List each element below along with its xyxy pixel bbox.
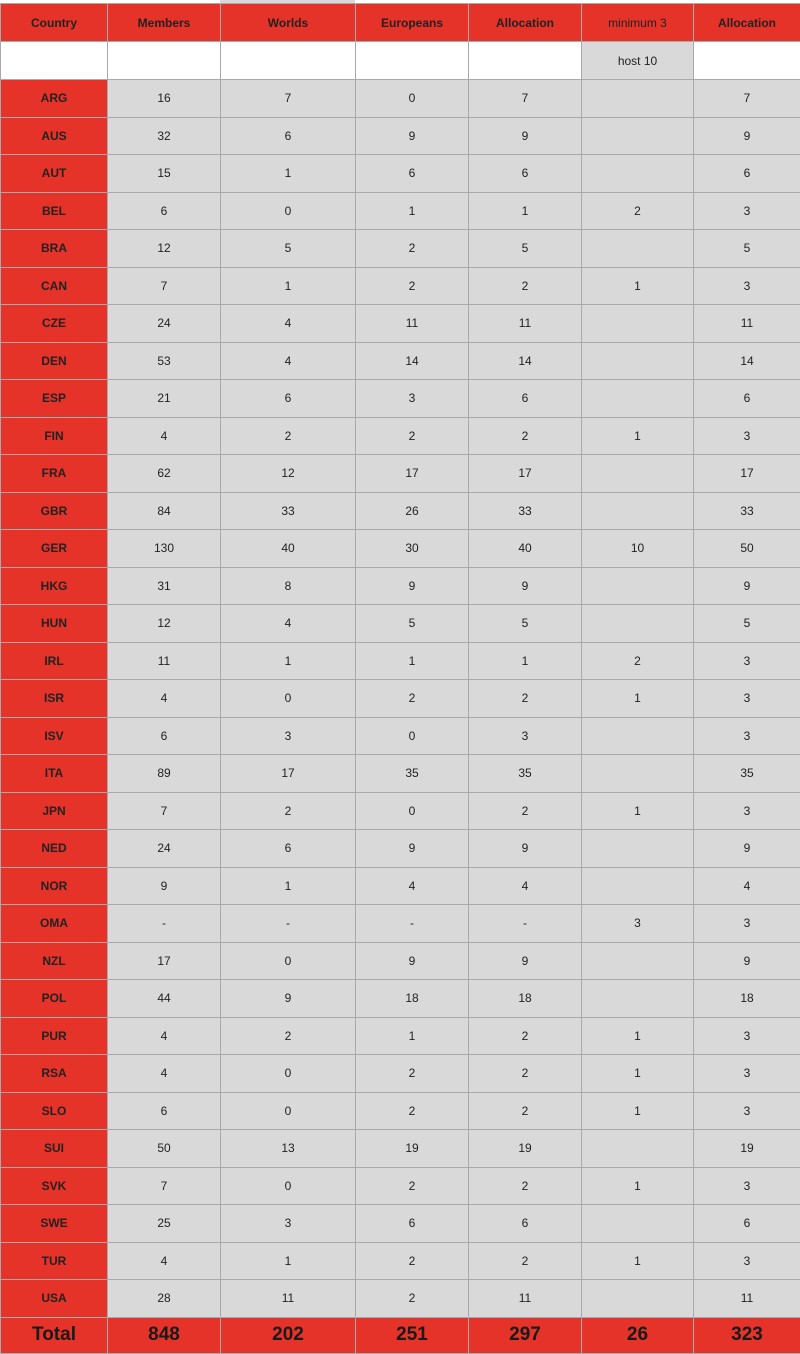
allocation-cell: 17 [469, 455, 582, 493]
total-final-allocation: 323 [694, 1317, 800, 1353]
country-cell: GBR [1, 492, 108, 530]
country-cell: SWE [1, 1205, 108, 1243]
table-row [1, 1017, 800, 1055]
table-row [1, 455, 800, 493]
table-row [1, 192, 800, 230]
europeans-cell: 35 [356, 755, 469, 793]
country-cell: SVK [1, 1167, 108, 1205]
europeans-cell: 1 [356, 1017, 469, 1055]
country-cell: AUT [1, 155, 108, 193]
members-cell: 44 [108, 980, 221, 1018]
table-row [1, 980, 800, 1018]
allocation-table [0, 3, 800, 1354]
country-cell: SUI [1, 1130, 108, 1168]
worlds-cell: 0 [221, 1092, 356, 1130]
table-row [1, 755, 800, 793]
minimum-cell [582, 117, 694, 155]
minimum-cell [582, 980, 694, 1018]
country-cell: JPN [1, 792, 108, 830]
allocation-cell: 9 [469, 117, 582, 155]
final-allocation-cell: 3 [694, 1092, 800, 1130]
country-cell: AUS [1, 117, 108, 155]
minimum-cell [582, 830, 694, 868]
minimum-cell [582, 605, 694, 643]
final-allocation-cell: 5 [694, 605, 800, 643]
table-row [1, 267, 800, 305]
header-europeans: Europeans [356, 4, 469, 42]
members-cell: 24 [108, 305, 221, 343]
worlds-cell: 4 [221, 605, 356, 643]
allocation-cell: 11 [469, 305, 582, 343]
europeans-cell: 19 [356, 1130, 469, 1168]
final-allocation-cell: 5 [694, 230, 800, 268]
allocation-cell: 35 [469, 755, 582, 793]
europeans-cell: 9 [356, 942, 469, 980]
worlds-cell: 3 [221, 1205, 356, 1243]
final-allocation-cell: 3 [694, 267, 800, 305]
worlds-cell: 2 [221, 417, 356, 455]
worlds-cell: 2 [221, 792, 356, 830]
country-cell: ISV [1, 717, 108, 755]
table-row [1, 680, 800, 718]
total-worlds: 202 [221, 1317, 356, 1353]
final-allocation-cell: 3 [694, 1167, 800, 1205]
table-row [1, 867, 800, 905]
country-cell: ESP [1, 380, 108, 418]
table-row [1, 417, 800, 455]
worlds-cell: 4 [221, 305, 356, 343]
total-members: 848 [108, 1317, 221, 1353]
final-allocation-cell: 3 [694, 1055, 800, 1093]
worlds-cell: 9 [221, 980, 356, 1018]
europeans-cell: 11 [356, 305, 469, 343]
members-cell: 6 [108, 1092, 221, 1130]
final-allocation-cell: 3 [694, 1242, 800, 1280]
europeans-cell: - [356, 905, 469, 943]
europeans-cell: 18 [356, 980, 469, 1018]
members-cell: 12 [108, 605, 221, 643]
minimum-cell [582, 1205, 694, 1243]
europeans-cell: 2 [356, 267, 469, 305]
members-cell: 53 [108, 342, 221, 380]
country-cell: ITA [1, 755, 108, 793]
table-row [1, 1130, 800, 1168]
allocation-cell: 40 [469, 530, 582, 568]
members-cell: 28 [108, 1280, 221, 1318]
allocation-cell: 18 [469, 980, 582, 1018]
allocation-cell: - [469, 905, 582, 943]
worlds-cell: 13 [221, 1130, 356, 1168]
minimum-cell [582, 455, 694, 493]
header-allocation: Allocation [469, 4, 582, 42]
subheader-row [1, 42, 800, 80]
allocation-cell: 7 [469, 80, 582, 118]
worlds-cell: 33 [221, 492, 356, 530]
members-cell: 6 [108, 717, 221, 755]
final-allocation-cell: 9 [694, 942, 800, 980]
header-minimum: minimum 3 [582, 4, 694, 42]
subheader-blank [1, 42, 108, 80]
country-cell: FIN [1, 417, 108, 455]
minimum-cell: 3 [582, 905, 694, 943]
country-cell: POL [1, 980, 108, 1018]
total-europeans: 251 [356, 1317, 469, 1353]
final-allocation-cell: 50 [694, 530, 800, 568]
minimum-cell [582, 380, 694, 418]
table-row [1, 792, 800, 830]
final-allocation-cell: 3 [694, 792, 800, 830]
europeans-cell: 3 [356, 380, 469, 418]
members-cell: - [108, 905, 221, 943]
worlds-cell: 4 [221, 342, 356, 380]
allocation-cell: 14 [469, 342, 582, 380]
members-cell: 7 [108, 792, 221, 830]
total-allocation: 297 [469, 1317, 582, 1353]
final-allocation-cell: 11 [694, 305, 800, 343]
worlds-cell: 17 [221, 755, 356, 793]
members-cell: 32 [108, 117, 221, 155]
europeans-cell: 0 [356, 717, 469, 755]
allocation-cell: 9 [469, 830, 582, 868]
final-allocation-cell: 9 [694, 117, 800, 155]
europeans-cell: 9 [356, 567, 469, 605]
worlds-cell: 0 [221, 680, 356, 718]
table-row [1, 155, 800, 193]
final-allocation-cell: 17 [694, 455, 800, 493]
allocation-cell: 33 [469, 492, 582, 530]
minimum-cell [582, 567, 694, 605]
allocation-cell: 2 [469, 1017, 582, 1055]
table-row [1, 492, 800, 530]
table-row [1, 1055, 800, 1093]
europeans-cell: 2 [356, 417, 469, 455]
allocation-cell: 2 [469, 1242, 582, 1280]
worlds-cell: 8 [221, 567, 356, 605]
final-allocation-cell: 3 [694, 680, 800, 718]
subheader-blank [108, 42, 221, 80]
allocation-cell: 5 [469, 605, 582, 643]
table-row [1, 1242, 800, 1280]
table-row [1, 642, 800, 680]
minimum-cell: 1 [582, 1092, 694, 1130]
final-allocation-cell: 9 [694, 567, 800, 605]
worlds-cell: 3 [221, 717, 356, 755]
europeans-cell: 30 [356, 530, 469, 568]
europeans-cell: 14 [356, 342, 469, 380]
members-cell: 4 [108, 417, 221, 455]
minimum-cell: 10 [582, 530, 694, 568]
final-allocation-cell: 3 [694, 717, 800, 755]
minimum-cell [582, 942, 694, 980]
country-cell: BEL [1, 192, 108, 230]
minimum-cell [582, 342, 694, 380]
members-cell: 7 [108, 1167, 221, 1205]
country-cell: GER [1, 530, 108, 568]
worlds-cell: 6 [221, 380, 356, 418]
minimum-cell [582, 305, 694, 343]
final-allocation-cell: 3 [694, 905, 800, 943]
total-minimum: 26 [582, 1317, 694, 1353]
table-row [1, 380, 800, 418]
members-cell: 4 [108, 680, 221, 718]
minimum-cell: 1 [582, 1055, 694, 1093]
europeans-cell: 2 [356, 680, 469, 718]
allocation-cell: 2 [469, 267, 582, 305]
table-row [1, 567, 800, 605]
allocation-cell: 1 [469, 192, 582, 230]
worlds-cell: 0 [221, 1055, 356, 1093]
worlds-cell: 0 [221, 192, 356, 230]
members-cell: 9 [108, 867, 221, 905]
minimum-cell: 1 [582, 792, 694, 830]
europeans-cell: 5 [356, 605, 469, 643]
members-cell: 6 [108, 192, 221, 230]
country-cell: TUR [1, 1242, 108, 1280]
allocation-cell: 9 [469, 567, 582, 605]
country-cell: HKG [1, 567, 108, 605]
country-cell: CZE [1, 305, 108, 343]
minimum-cell: 1 [582, 1242, 694, 1280]
minimum-cell [582, 1130, 694, 1168]
minimum-cell [582, 755, 694, 793]
country-cell: BRA [1, 230, 108, 268]
worlds-cell: 11 [221, 1280, 356, 1318]
europeans-cell: 2 [356, 1167, 469, 1205]
country-cell: CAN [1, 267, 108, 305]
allocation-cell: 2 [469, 680, 582, 718]
final-allocation-cell: 18 [694, 980, 800, 1018]
members-cell: 89 [108, 755, 221, 793]
country-cell: NZL [1, 942, 108, 980]
total-label: Total [1, 1317, 108, 1353]
table-row [1, 905, 800, 943]
minimum-cell [582, 1280, 694, 1318]
europeans-cell: 9 [356, 830, 469, 868]
worlds-cell: 12 [221, 455, 356, 493]
europeans-cell: 2 [356, 230, 469, 268]
allocation-cell: 11 [469, 1280, 582, 1318]
final-allocation-cell: 4 [694, 867, 800, 905]
header-country: Country [1, 4, 108, 42]
minimum-cell [582, 230, 694, 268]
subheader-blank [356, 42, 469, 80]
europeans-cell: 6 [356, 155, 469, 193]
europeans-cell: 1 [356, 642, 469, 680]
members-cell: 11 [108, 642, 221, 680]
table-body [1, 80, 800, 1318]
minimum-cell [582, 80, 694, 118]
allocation-cell: 2 [469, 417, 582, 455]
minimum-cell: 1 [582, 417, 694, 455]
table-row [1, 1205, 800, 1243]
country-cell: USA [1, 1280, 108, 1318]
worlds-cell: 5 [221, 230, 356, 268]
country-cell: DEN [1, 342, 108, 380]
subheader-blank [694, 42, 800, 80]
table-row [1, 305, 800, 343]
country-cell: SLO [1, 1092, 108, 1130]
final-allocation-cell: 3 [694, 417, 800, 455]
members-cell: 17 [108, 942, 221, 980]
minimum-cell: 1 [582, 1017, 694, 1055]
members-cell: 12 [108, 230, 221, 268]
members-cell: 4 [108, 1017, 221, 1055]
subheader-blank [469, 42, 582, 80]
europeans-cell: 2 [356, 1055, 469, 1093]
allocation-cell: 6 [469, 380, 582, 418]
header-worlds: Worlds [221, 4, 356, 42]
table-row [1, 942, 800, 980]
members-cell: 84 [108, 492, 221, 530]
members-cell: 4 [108, 1055, 221, 1093]
country-cell: NED [1, 830, 108, 868]
worlds-cell: 1 [221, 1242, 356, 1280]
final-allocation-cell: 3 [694, 192, 800, 230]
allocation-cell: 2 [469, 792, 582, 830]
members-cell: 15 [108, 155, 221, 193]
allocation-cell: 2 [469, 1092, 582, 1130]
europeans-cell: 9 [356, 117, 469, 155]
total-row [1, 1317, 800, 1353]
minimum-cell: 2 [582, 192, 694, 230]
table-row [1, 230, 800, 268]
minimum-cell [582, 867, 694, 905]
minimum-cell: 1 [582, 680, 694, 718]
header-final-allocation: Allocation [694, 4, 800, 42]
minimum-cell: 1 [582, 267, 694, 305]
worlds-cell: 0 [221, 942, 356, 980]
header-row [1, 4, 800, 42]
allocation-cell: 3 [469, 717, 582, 755]
europeans-cell: 0 [356, 792, 469, 830]
worlds-cell: 6 [221, 830, 356, 868]
europeans-cell: 4 [356, 867, 469, 905]
members-cell: 21 [108, 380, 221, 418]
members-cell: 50 [108, 1130, 221, 1168]
country-cell: FRA [1, 455, 108, 493]
country-cell: RSA [1, 1055, 108, 1093]
minimum-cell: 1 [582, 1167, 694, 1205]
final-allocation-cell: 33 [694, 492, 800, 530]
europeans-cell: 0 [356, 80, 469, 118]
minimum-cell: 2 [582, 642, 694, 680]
final-allocation-cell: 9 [694, 830, 800, 868]
table-row [1, 830, 800, 868]
country-cell: ARG [1, 80, 108, 118]
header-members: Members [108, 4, 221, 42]
allocation-cell: 19 [469, 1130, 582, 1168]
final-allocation-cell: 35 [694, 755, 800, 793]
final-allocation-cell: 6 [694, 380, 800, 418]
allocation-cell: 9 [469, 942, 582, 980]
final-allocation-cell: 19 [694, 1130, 800, 1168]
minimum-cell [582, 492, 694, 530]
allocation-cell: 4 [469, 867, 582, 905]
final-allocation-cell: 3 [694, 1017, 800, 1055]
final-allocation-cell: 6 [694, 1205, 800, 1243]
worlds-cell: 1 [221, 155, 356, 193]
worlds-cell: 40 [221, 530, 356, 568]
country-cell: NOR [1, 867, 108, 905]
europeans-cell: 17 [356, 455, 469, 493]
worlds-cell: 1 [221, 642, 356, 680]
subheader-blank [221, 42, 356, 80]
europeans-cell: 2 [356, 1242, 469, 1280]
europeans-cell: 26 [356, 492, 469, 530]
table-row [1, 530, 800, 568]
members-cell: 24 [108, 830, 221, 868]
worlds-cell: 2 [221, 1017, 356, 1055]
allocation-cell: 6 [469, 155, 582, 193]
country-cell: ISR [1, 680, 108, 718]
final-allocation-cell: 7 [694, 80, 800, 118]
country-cell: IRL [1, 642, 108, 680]
country-cell: OMA [1, 905, 108, 943]
allocation-cell: 2 [469, 1167, 582, 1205]
final-allocation-cell: 6 [694, 155, 800, 193]
table-row [1, 1092, 800, 1130]
europeans-cell: 1 [356, 192, 469, 230]
table-row [1, 605, 800, 643]
country-cell: HUN [1, 605, 108, 643]
europeans-cell: 2 [356, 1092, 469, 1130]
members-cell: 130 [108, 530, 221, 568]
allocation-cell: 1 [469, 642, 582, 680]
table-row [1, 1167, 800, 1205]
allocation-cell: 2 [469, 1055, 582, 1093]
worlds-cell: 6 [221, 117, 356, 155]
europeans-cell: 6 [356, 1205, 469, 1243]
allocation-cell: 6 [469, 1205, 582, 1243]
members-cell: 31 [108, 567, 221, 605]
country-cell: PUR [1, 1017, 108, 1055]
minimum-cell [582, 717, 694, 755]
members-cell: 16 [108, 80, 221, 118]
europeans-cell: 2 [356, 1280, 469, 1318]
members-cell: 62 [108, 455, 221, 493]
table-row [1, 717, 800, 755]
host-note: host 10 [582, 42, 694, 80]
worlds-cell: - [221, 905, 356, 943]
members-cell: 4 [108, 1242, 221, 1280]
table-row [1, 80, 800, 118]
worlds-cell: 0 [221, 1167, 356, 1205]
worlds-cell: 7 [221, 80, 356, 118]
final-allocation-cell: 11 [694, 1280, 800, 1318]
final-allocation-cell: 14 [694, 342, 800, 380]
minimum-cell [582, 155, 694, 193]
table-row [1, 342, 800, 380]
worlds-cell: 1 [221, 867, 356, 905]
worlds-cell: 1 [221, 267, 356, 305]
members-cell: 7 [108, 267, 221, 305]
members-cell: 25 [108, 1205, 221, 1243]
allocation-cell: 5 [469, 230, 582, 268]
table-row [1, 117, 800, 155]
table-row [1, 1280, 800, 1318]
final-allocation-cell: 3 [694, 642, 800, 680]
